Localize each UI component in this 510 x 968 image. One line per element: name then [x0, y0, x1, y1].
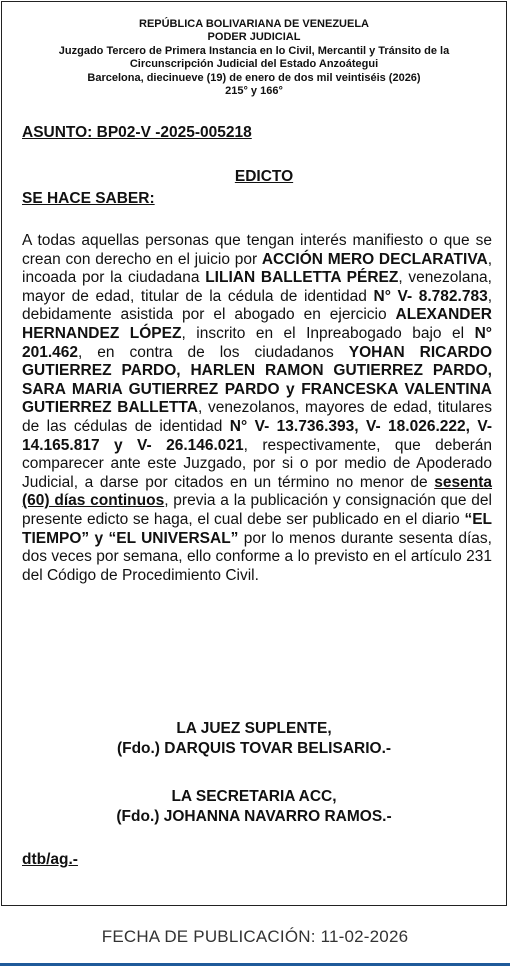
body-text: , en contra de los ciudadanos [78, 343, 349, 361]
body-text: , venezolanos, mayores de edad, titulares de las cédulas de identidad [22, 399, 492, 435]
attorney-number: N° 201.462 [22, 324, 492, 361]
header-years: 215° y 166° [225, 85, 283, 98]
body-text: , respectivamente, que deberán comparecer ante este Juzgado, por si o por medio de Apoderado Judicial, a darse por citados en un término no menor de [22, 436, 492, 491]
attorney-name: ALEXANDER HERNANDEZ LÓPEZ [22, 306, 492, 342]
secretary-name: (Fdo.) JOHANNA NAVARRO RAMOS.- [116, 808, 392, 825]
header-date: Barcelona, diecinueve (19) de enero de dos mil veintiséis (2026) [87, 71, 421, 84]
case-number: ASUNTO: BP02-V -2025-005218 [22, 124, 252, 141]
defendants-ids: N° V- 13.736.393, V- 18.026.222, V-14.165.817 y V- 26.146.021 [22, 417, 493, 454]
edict-body [22, 232, 492, 585]
initials: dtb/ag.- [22, 851, 78, 868]
defendants-names: YOHAN RICARDO GUTIERREZ PARDO, HARLEN RAMON GUTIERREZ PARDO, SARA MARIA GUTIERREZ PARDO y FRANCESKA VALENTINA GUTIERREZ BALLETTA [22, 343, 492, 417]
secretary-title: LA SECRETARIA ACC, [171, 788, 337, 805]
header-republic: REPÚBLICA BOLIVARIANA DE VENEZUELA [139, 18, 369, 30]
newspapers: “EL TIEMPO” y “EL UNIVERSAL” [22, 510, 492, 547]
body-text: , incoada por la ciudadana [22, 250, 493, 287]
header-judicial-power: PODER JUDICIAL [207, 31, 301, 44]
bottom-rule [0, 963, 510, 966]
judge-signature [2, 719, 506, 759]
judge-title: LA JUEZ SUPLENTE, [176, 720, 332, 737]
court-header [22, 18, 486, 98]
body-text: A todas aquellas personas que tengan interés manifiesto o que se crean con derecho en el juicio por [22, 232, 492, 268]
body-text: , inscrito en el Inpreabogado bajo el [181, 324, 475, 342]
edict-frame [1, 1, 507, 906]
plaintiff-name: LILIAN BALLETTA PÉREZ [205, 269, 399, 287]
plaintiff-id: N° V- 8.782.783 [373, 287, 488, 305]
secretary-signature [2, 787, 506, 827]
body-text: , previa a la publicación y consignación que del presente edicto se haga, el cual debe ser publicado en el diario [22, 492, 492, 528]
notice-heading: SE HACE SABER: [22, 190, 155, 207]
body-text: , venezolana, mayor de edad, titular de la cédula de identidad [22, 269, 492, 305]
header-court: Juzgado Tercero de Primera Instancia en lo Civil, Mercantil y Tránsito de la [58, 44, 450, 57]
body-text: , debidamente asistida por el abogado en ejercicio [22, 287, 492, 324]
action-type: ACCIÓN MERO DECLARATIVA [261, 250, 488, 268]
body-text: por lo menos durante sesenta días, dos veces por semana, ello conforme a lo previsto en el artículo 231 del Código de Procedimiento Civil. [22, 529, 492, 584]
document-title: EDICTO [234, 168, 294, 185]
judge-name: (Fdo.) DARQUIS TOVAR BELISARIO.- [116, 740, 392, 757]
publication-date: FECHA DE PUBLICACIÓN: 11-02-2026 [101, 927, 409, 946]
term-period: sesenta (60) días continuos [22, 473, 492, 510]
header-circumscription: Circunscripción Judicial del Estado Anzoátegui [129, 58, 379, 71]
